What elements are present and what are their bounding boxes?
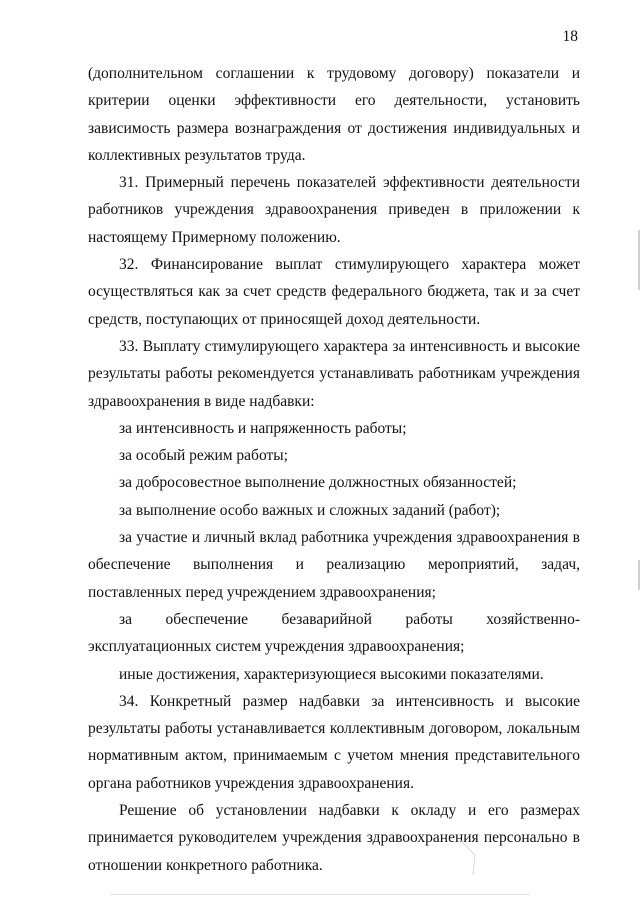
paragraph-31: 31. Примерный перечень показателей эффективности деятельности работников учреждения здравоохранения приведен в приложении к настоящему Примерному положению. — [88, 174, 580, 246]
paragraph-continuation: (дополнительном соглашении к трудовому договору) показатели и критерии оценки эффективности его деятельности, установить зависимость размера вознаграждения от достижения индивидуальных и коллективных результатов труда. — [88, 65, 580, 164]
list-item: за добросовестное выполнение должностных обязанностей; — [119, 474, 517, 492]
list-item: за выполнение особо важных и сложных заданий (работ); — [119, 501, 501, 519]
document-body — [88, 60, 580, 879]
scan-artifact-mark — [455, 835, 495, 880]
list-item: иные достижения, характеризующиеся высокими показателями. — [119, 665, 544, 683]
list-item: за обеспечение безаварийной работы хозяйственно-эксплуатационных систем учреждения здравоохранения; — [88, 610, 580, 656]
paragraph-32: 32. Финансирование выплат стимулирующего характера может осуществляться как за счет средств федерального бюджета, так и за счет средств, поступающих от приносящей доход деятельности. — [88, 256, 580, 328]
paragraph-34: 34. Конкретный размер надбавки за интенсивность и высокие результаты работы устанавливается коллективным договором, локальным нормативным актом, принимаемым с учетом мнения представительного органа работников учреждения здравоохранения. — [88, 692, 580, 792]
scan-artifact-line — [110, 894, 530, 895]
page-number: 18 — [562, 28, 578, 45]
list-item: за участие и личный вклад работника учреждения здравоохранения в обеспечение выполнения и реализацию мероприятий, задач, поставленных перед учреждением здравоохранения; — [88, 529, 580, 601]
paragraph-decision: Решение об установлении надбавки к окладу и его размерах принимается руководителем учреждения здравоохранения персонально в отношении конкретного работника. — [88, 802, 580, 874]
list-item: за особый режим работы; — [119, 447, 288, 465]
list-item: за интенсивность и напряженность работы; — [119, 419, 407, 437]
paragraph-33: 33. Выплату стимулирующего характера за интенсивность и высокие результаты работы рекомендуется устанавливать работникам учреждения здравоохранения в виде надбавки: — [88, 337, 580, 410]
